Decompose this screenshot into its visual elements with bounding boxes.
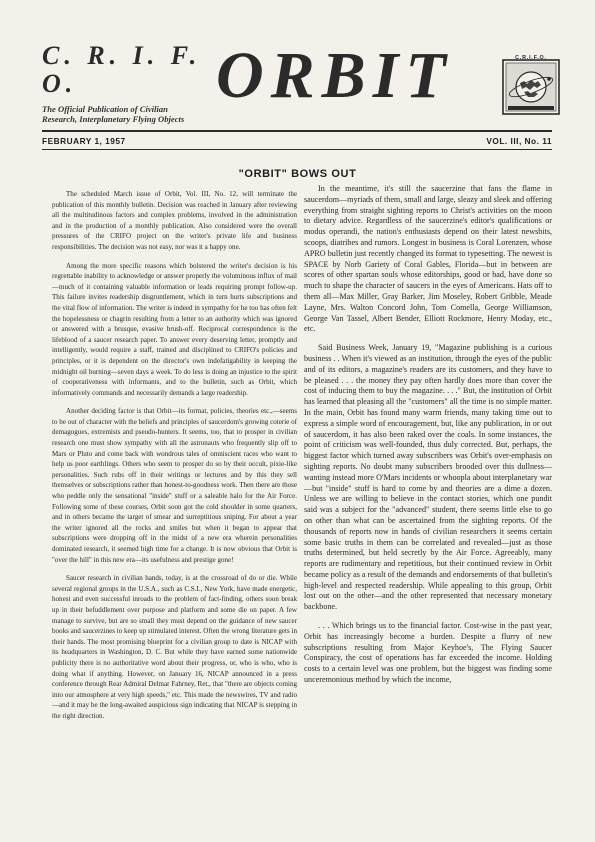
paragraph: . . . Which brings us to the financial factor. Cost-wise in the past year, Orbit has increasingly become a burden. Despite a flurry of new subscriptions resulting from Major Keyhoe's, The Flying Saucer Conspiracy, the cost of operations has far exceeded the income. Holding costs to a certain level was one problem, but the biggest was finding some unceremonious method by which the income, (304, 621, 552, 685)
paragraph: Saucer research in civilian hands, today, is at the crossroad of do or die. While several regional groups in the U.S.A., such as C.S.I., New York, have made energetic, honest and even successful inroads to the problem of fact-finding, others soon break up in their befuddlement over purpose and platform and some die on paper. A few manage to survive, but are so small they must depend on the guidance of new saucer books and saucerzines to keep up stimulated interest. Often the wrong literature gets in their hands. The most promising blueprint for a civilian group to date is NICAP with its headquarters in Washington, D. C. But while they have earned some nationwide publicity there is no authoritative word about their progress, or, who is who, who is doing what if anything. However, on January 16, NICAP announced in a press conference through Rear Admiral Delmar Fahrney, Ret., that "there are objects coming into our atmosphere at very high speeds," etc. This made the newswires, TV and radio—and it may be the long-awaited auspicious sign indicating that NICAP is stepping in the right direction. (52, 574, 298, 720)
article-right-column (304, 184, 552, 686)
paragraph: Among the more specific reasons which bolstered the writer's decision is his regrettable inability to acknowledge or answer properly the voluminous influx of mail—much of it containing valuable information or leads requiring prompt follow-up. This failure invites readership disgruntlement, which in turn hurts subscriptions and the vital flow of information. The writer is indeed in sympathy for he too has often felt the hopelessness or chagrin resulting from a letter to an authority which was ignored or answered with a brusque, evasive brush-off. Reciprocal correspondence is the lifeblood of a saucer research paper. To answer every deserving letter, promptly and intelligently, would require a staff, trained and disciplined to CRIFO's policies and principles, or it is dependent on the director's own indefatigability in keeping the midnight oil burning—seven days a week. To do less is doing an injustice to the spirit of cooperativeness with informants, and to the bulletin, such as Orbit, which informatively commands and necessarily demands a large readership. (52, 261, 297, 397)
issue-date: FEBRUARY 1, 1957 (42, 136, 126, 146)
article-headline: "ORBIT" BOWS OUT (238, 168, 357, 180)
masthead-rule-top (42, 130, 552, 132)
crifo-seal-icon (500, 56, 562, 118)
paragraph: The scheduled March issue of Orbit, Vol. III, No. 12, will terminate the publication of this monthly bulletin. Decision was reached in January after reviewing all the multitudinous factors and complex problems, involved in the administration and in the production of a monthly publication. Also considered were the overall pressures of the CRIFO project on the writer's private life and business responsibilities. The decision was not easy, nor was it a happy one. (52, 190, 297, 251)
tagline-line-1: The Official Publication of Civilian (42, 104, 168, 114)
tagline-line-2: Research, Interplanetary Flying Objects (42, 114, 185, 124)
masthead-left (42, 42, 212, 124)
tagline (42, 104, 212, 124)
paragraph: In the meantime, it's still the saucerzine that fans the flame in saucerdom—myriads of them, small and large, sleazy and sleek and offering everything from straight sighting reports to Christ's activities on the moon to dietary advice. Regardless of the saucerzine's editor's qualifications or modus operandi, the nation's enthusiasts depend on their latest newsbits, scoops, diatribes and rumors. Longest in business is Coral Lorenzen, whose APRO bulletin just recently changed its format to typesetting. The newest is SPACE by Norb Gariety of Coral Gables, Florida—but in between are scores of other spartan souls whose editorships, good or bad, have done so much to shape the character of saucers in the eyes of Americans. Hats off to them all—Max Miller, Gray Barker, Jim Moseley, Robert Gribble, Meade Layne, Mrs. Walton Concord John, Tom Comella, George Williamson, George Van Tassel, Albert Bender, Elliott Rockmore, Henry Moday, etc., etc. (304, 184, 552, 334)
paragraph: Another deciding factor is that Orbit—its format, policies, theories etc.,—seems to be out of character with the beliefs and principles of saucerdom's growing coterie of demagogues, extremists and pseudo-hunters. It seems, too, that to prosper in civilian research one must show sympathy with all the astronauts who frequently slip off to Mars or Pluto and come back with wondrous tales of omniscient races who want to help us poor earthlings. Others who seem to prosper do so by their occult, pixie-like personalities. Such rubs off in their writings or lectures and by this they sell themselves or subscriptions rather than honest-to-goodness work. Then there are those who peddle only the sensational "inside" stuff or a saleable halo for the Air Force. Following some of these courses, Orbit soon got the cold shoulder in some quarters, and in others became the target of smear and surreptitious sniping. For about a year the writer ignored all the rocks and smiles but when it began to appear that subscriptions were dropping off in the midst of a new era wherein personalities dominated research, it seemed high time for a change. It is now obvious that Orbit is "over the hill" in this new era—its usefulness and prestige gone! (52, 407, 297, 564)
seal-top-text: C.R.I.F.O. (515, 55, 547, 61)
publication-title: ORBIT (216, 39, 453, 112)
masthead-rule-bottom (42, 149, 552, 150)
article-left-column (52, 189, 297, 722)
dateline (42, 134, 552, 148)
volume-number: VOL. III, No. 11 (486, 136, 552, 146)
paragraph: Said Business Week, January 19, "Magazine publishing is a curious business . . When it's viewed as an institution, through the eyes of the public and of its editors, a magazine's readers are its customers, and they have to be pleased . . . the money they pay often hardly does more than cover the cost of inducing them to buy the magazine. . . ." But, the institution of Orbit has learned that pleasing all the "customers" all the time is no simple matter. In the main, Orbit has found many warm friends, many taking time out to express a simple word of encouragement, but, like any publication, in or out of saucerdom, it has also been raked over the coals. In some instances, the point of criticism was well-founded, thus duly corrected. But, perhaps, the biggest factor which turned away subscribers was Orbit's over-emphasis on sighting reports. No doubt many subscribers brooded over this dullness—wanting instead more O'Mars incidents or whoopla about interplanetary war—but "inside" stuff is hard to come by and theories are a dime a dozen. Unless we are willing to believe in the contact stories, which one pundit said was a subject for the "advanced" student, there seems little else to go on other than what can be ascertained from the sighting reports. Of the thousands of reports now in hands of civilian researchers it seems certain some basic truths in them can be correlated and revealed—just as those truths determined, but held secretly by the Air Force. Agreeably, many reports are rudimentary and repetitious, but their continued review in Orbit became policy as a result of the demands and endorsements of that bulletin's high-level and respected readership. While appealing to this group, Orbit lost out on the other—and the other represented that necessary monetary backbone. (304, 343, 552, 612)
org-initials: C. R. I. F. O. (42, 41, 202, 98)
